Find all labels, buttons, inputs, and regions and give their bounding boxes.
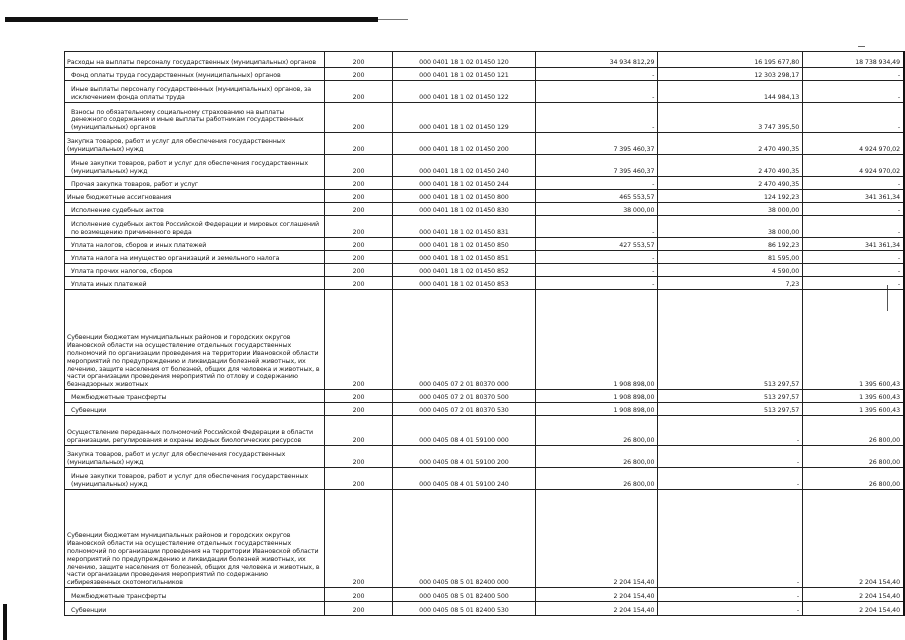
row-executed: 144 984,13 (658, 81, 803, 103)
row-name: Межбюджетные трансферты (65, 390, 325, 403)
row-executed: 4 590,00 (658, 264, 803, 277)
row-budget-classification: 000 0405 08 5 01 82400 530 (393, 602, 536, 616)
row-unexecuted: - (803, 216, 904, 238)
row-unexecuted: 26 800,00 (803, 416, 904, 446)
table-row (65, 490, 905, 588)
row-budget-classification: 000 0401 18 1 02 01450 200 (393, 133, 536, 155)
table-row (65, 264, 905, 277)
row-executed: - (658, 416, 803, 446)
table-row (65, 68, 905, 81)
table-row (65, 390, 905, 403)
table-row (65, 203, 905, 216)
row-budget-classification: 000 0401 18 1 02 01450 240 (393, 155, 536, 177)
row-code: 200 (324, 238, 392, 251)
budget-execution-table (64, 51, 905, 616)
row-executed: 513 297,57 (658, 403, 803, 416)
row-budget-classification: 000 0405 07 2 01 80370 000 (393, 290, 536, 390)
row-unexecuted: 1 395 600,43 (803, 390, 904, 403)
row-unexecuted: - (803, 68, 904, 81)
table-row (65, 468, 905, 490)
row-budget-classification: 000 0405 07 2 01 80370 530 (393, 403, 536, 416)
row-approved: - (535, 251, 658, 264)
table-row (65, 52, 905, 68)
row-executed: 86 192,23 (658, 238, 803, 251)
row-budget-classification: 000 0405 08 5 01 82400 000 (393, 490, 536, 588)
row-approved: - (535, 264, 658, 277)
row-code: 200 (324, 403, 392, 416)
table-row (65, 190, 905, 203)
row-budget-classification: 000 0405 07 2 01 80370 500 (393, 390, 536, 403)
row-executed: 513 297,57 (658, 390, 803, 403)
table-row (65, 277, 905, 290)
row-name: Фонд оплаты труда государственных (муниципальных) органов (65, 68, 325, 81)
row-code: 200 (324, 190, 392, 203)
row-budget-classification: 000 0401 18 1 02 01450 120 (393, 52, 536, 68)
row-executed: - (658, 490, 803, 588)
row-code: 200 (324, 251, 392, 264)
row-approved: - (535, 68, 658, 81)
row-name: Иные бюджетные ассигнования (65, 190, 325, 203)
table-row (65, 403, 905, 416)
row-code: 200 (324, 277, 392, 290)
row-executed: 2 470 490,35 (658, 155, 803, 177)
row-code: 200 (324, 490, 392, 588)
row-executed: 38 000,00 (658, 203, 803, 216)
row-approved: 1 908 898,00 (535, 390, 658, 403)
row-unexecuted: - (803, 81, 904, 103)
row-budget-classification: 000 0401 18 1 02 01450 853 (393, 277, 536, 290)
row-approved: 7 395 460,37 (535, 133, 658, 155)
row-unexecuted: - (803, 264, 904, 277)
row-name: Иные выплаты персоналу государственных (муниципальных) органов, за исключением фонда оплаты труда (65, 81, 325, 103)
row-name: Взносы по обязательному социальному страхованию на выплаты денежного содержания и иные выплаты работникам государственных (муниципальных) органов (65, 103, 325, 133)
row-code: 200 (324, 68, 392, 81)
row-approved: 26 800,00 (535, 446, 658, 468)
table-body (65, 52, 905, 616)
row-budget-classification: 000 0401 18 1 02 01450 122 (393, 81, 536, 103)
row-budget-classification: 000 0401 18 1 02 01450 831 (393, 216, 536, 238)
row-unexecuted: 341 361,34 (803, 190, 904, 203)
row-approved: 2 204 154,40 (535, 602, 658, 616)
row-unexecuted: 4 924 970,02 (803, 155, 904, 177)
row-name: Осуществление переданных полномочий Российской Федерации в области организации, регулирования и охраны водных биологических ресурсов (65, 416, 325, 446)
table-row (65, 588, 905, 602)
row-approved: 427 553,57 (535, 238, 658, 251)
row-executed: 38 000,00 (658, 216, 803, 238)
row-approved: - (535, 216, 658, 238)
scan-mark (858, 46, 865, 47)
row-unexecuted: - (803, 251, 904, 264)
row-unexecuted: 2 204 154,40 (803, 602, 904, 616)
row-approved: - (535, 81, 658, 103)
row-approved: - (535, 103, 658, 133)
row-code: 200 (324, 103, 392, 133)
row-approved: 26 800,00 (535, 468, 658, 490)
row-code: 200 (324, 588, 392, 602)
row-name: Субвенции бюджетам муниципальных районов и городских округов Ивановской области на осуществление отдельных государственных полномочий по организации проведения на территории Ивановской области мероприятий по предупреждению и ликвидации болезней животных, их лечению, защите населения от болезней, общих для человека и животных, в части организации проведения мероприятий по отлову и содержанию безнадзорных животных (65, 290, 325, 390)
row-executed: 81 595,00 (658, 251, 803, 264)
row-executed: 12 303 298,17 (658, 68, 803, 81)
table-row (65, 133, 905, 155)
row-approved: 1 908 898,00 (535, 290, 658, 390)
row-budget-classification: 000 0401 18 1 02 01450 830 (393, 203, 536, 216)
row-executed: 513 297,57 (658, 290, 803, 390)
row-executed: 3 747 395,50 (658, 103, 803, 133)
table-row (65, 416, 905, 446)
row-budget-classification: 000 0401 18 1 02 01450 129 (393, 103, 536, 133)
table-row (65, 81, 905, 103)
scan-border-top (5, 17, 378, 22)
row-executed: 2 470 490,35 (658, 177, 803, 190)
row-unexecuted: 18 738 934,49 (803, 52, 904, 68)
row-name: Уплата прочих налогов, сборов (65, 264, 325, 277)
row-budget-classification: 000 0401 18 1 02 01450 850 (393, 238, 536, 251)
row-name: Закупка товаров, работ и услуг для обеспечения государственных (муниципальных) нужд (65, 133, 325, 155)
row-budget-classification: 000 0405 08 4 01 59100 200 (393, 446, 536, 468)
row-unexecuted: 1 395 600,43 (803, 403, 904, 416)
row-approved: 26 800,00 (535, 416, 658, 446)
row-code: 200 (324, 133, 392, 155)
row-approved: - (535, 277, 658, 290)
row-name: Уплата налога на имущество организаций и земельного налога (65, 251, 325, 264)
row-budget-classification: 000 0401 18 1 02 01450 244 (393, 177, 536, 190)
table-row (65, 602, 905, 616)
row-code: 200 (324, 416, 392, 446)
row-code: 200 (324, 203, 392, 216)
row-name: Межбюджетные трансферты (65, 588, 325, 602)
row-name: Прочая закупка товаров, работ и услуг (65, 177, 325, 190)
row-approved: 2 204 154,40 (535, 490, 658, 588)
row-unexecuted: 341 361,34 (803, 238, 904, 251)
table-row (65, 446, 905, 468)
row-executed: 2 470 490,35 (658, 133, 803, 155)
row-name: Уплата иных платежей (65, 277, 325, 290)
scan-border-left (3, 604, 7, 640)
row-unexecuted: 4 924 970,02 (803, 133, 904, 155)
row-unexecuted: 26 800,00 (803, 468, 904, 490)
row-unexecuted: 1 395 600,43 (803, 290, 904, 390)
row-name: Субвенции бюджетам муниципальных районов и городских округов Ивановской области на осуществление отдельных государственных полномочий по организации проведения на территории Ивановской области мероприятий по предупреждению и ликвидации болезней животных, их лечению, защите населения от болезней, общих для человека и животных, в части организации проведения мероприятий по содержанию сибиреязвенных скотомогильников (65, 490, 325, 588)
row-code: 200 (324, 290, 392, 390)
row-budget-classification: 000 0401 18 1 02 01450 121 (393, 68, 536, 81)
row-code: 200 (324, 177, 392, 190)
row-unexecuted: - (803, 103, 904, 133)
row-name: Иные закупки товаров, работ и услуг для обеспечения государственных (муниципальных) нужд (65, 468, 325, 490)
row-executed: - (658, 468, 803, 490)
row-executed: - (658, 588, 803, 602)
table-row (65, 290, 905, 390)
row-unexecuted: 26 800,00 (803, 446, 904, 468)
row-executed: - (658, 602, 803, 616)
row-budget-classification: 000 0405 08 5 01 82400 500 (393, 588, 536, 602)
row-code: 200 (324, 446, 392, 468)
row-budget-classification: 000 0405 08 4 01 59100 240 (393, 468, 536, 490)
row-code: 200 (324, 468, 392, 490)
row-code: 200 (324, 390, 392, 403)
row-name: Субвенции (65, 602, 325, 616)
row-code: 200 (324, 264, 392, 277)
row-executed: 16 195 677,80 (658, 52, 803, 68)
scan-border-top-fade (378, 19, 408, 20)
row-executed: - (658, 446, 803, 468)
row-budget-classification: 000 0405 08 4 01 59100 000 (393, 416, 536, 446)
row-code: 200 (324, 52, 392, 68)
table-row (65, 216, 905, 238)
row-unexecuted: 2 204 154,40 (803, 490, 904, 588)
row-budget-classification: 000 0401 18 1 02 01450 851 (393, 251, 536, 264)
row-unexecuted: - (803, 203, 904, 216)
row-code: 200 (324, 602, 392, 616)
row-unexecuted: - (803, 177, 904, 190)
row-executed: 124 192,23 (658, 190, 803, 203)
row-budget-classification: 000 0401 18 1 02 01450 800 (393, 190, 536, 203)
row-unexecuted: - (803, 277, 904, 290)
row-approved: - (535, 177, 658, 190)
row-approved: 1 908 898,00 (535, 403, 658, 416)
row-code: 200 (324, 216, 392, 238)
row-approved: 7 395 460,37 (535, 155, 658, 177)
row-code: 200 (324, 81, 392, 103)
row-approved: 34 934 812,29 (535, 52, 658, 68)
row-name: Иные закупки товаров, работ и услуг для обеспечения государственных (муниципальных) нужд (65, 155, 325, 177)
row-name: Исполнение судебных актов (65, 203, 325, 216)
row-name: Исполнение судебных актов Российской Федерации и мировых соглашений по возмещению причиненного вреда (65, 216, 325, 238)
row-approved: 2 204 154,40 (535, 588, 658, 602)
row-executed: 7,23 (658, 277, 803, 290)
row-name: Закупка товаров, работ и услуг для обеспечения государственных (муниципальных) нужд (65, 446, 325, 468)
table-row (65, 155, 905, 177)
table-row (65, 177, 905, 190)
row-name: Расходы на выплаты персоналу государственных (муниципальных) органов (65, 52, 325, 68)
table-row (65, 238, 905, 251)
row-approved: 38 000,00 (535, 203, 658, 216)
row-code: 200 (324, 155, 392, 177)
row-name: Уплата налогов, сборов и иных платежей (65, 238, 325, 251)
row-approved: 465 553,57 (535, 190, 658, 203)
row-name: Субвенции (65, 403, 325, 416)
row-budget-classification: 000 0401 18 1 02 01450 852 (393, 264, 536, 277)
table-row (65, 103, 905, 133)
row-unexecuted: 2 204 154,40 (803, 588, 904, 602)
table-row (65, 251, 905, 264)
